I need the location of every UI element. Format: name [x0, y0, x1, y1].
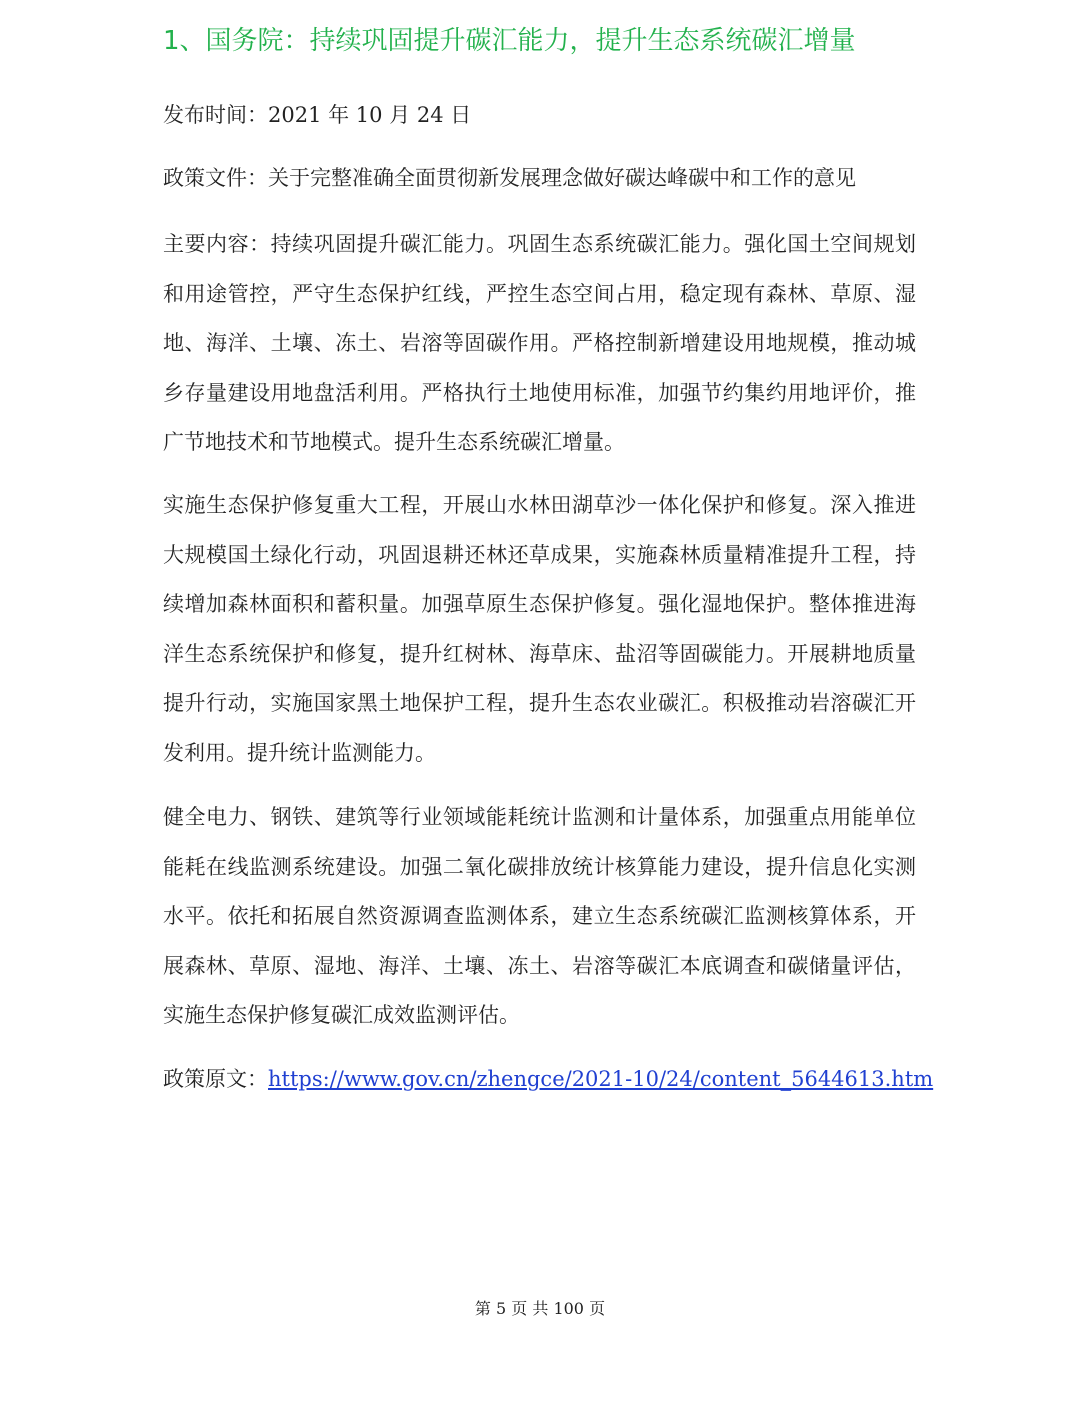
paragraph-statistics-monitoring: 健全电力、钢铁、建筑等行业领域能耗统计监测和计量体系，加强重点用能单位能耗在线监测系统建设。加强二氧化碳排放统计核算能力建设，提升信息化实测水平。依托和拓展自然资源调查监测体系，建立生态系统碳汇监测核算体系，开展森林、草原、湿地、海洋、土壤、冻土、岩溶等碳汇本底调查和碳储量评估，实施生态保护修复碳汇成效监测评估。: [163, 805, 916, 1028]
paragraph-ecological-restoration: 实施生态保护修复重大工程，开展山水林田湖草沙一体化保护和修复。深入推进大规模国土绿化行动，巩固退耕还林还草成果，实施森林质量精准提升工程，持续增加森林面积和蓄积量。加强草原生态保护修复。强化湿地保护。整体推进海洋生态系统保护和修复，提升红树林、海草床、盐沼等固碳能力。开展耕地质量提升行动，实施国家黑土地保护工程，提升生态农业碳汇。积极推动岩溶碳汇开发利用。提升统计监测能力。: [163, 493, 916, 765]
publish-date: 发布时间：2021 年 10 月 24 日: [163, 103, 472, 127]
paragraph-main-content: 主要内容：持续巩固提升碳汇能力。巩固生态系统碳汇能力。强化国土空间规划和用途管控，严守生态保护红线，严控生态空间占用，稳定现有森林、草原、湿地、海洋、土壤、冻土、岩溶等固碳作用。严格控制新增建设用地规模，推动城乡存量建设用地盘活利用。严格执行土地使用标准，加强节约集约用地评价，推广节地技术和节地模式。提升生态系统碳汇增量。: [163, 232, 916, 455]
policy-source: [163, 1064, 934, 1094]
policy-file-name: 政策文件：关于完整准确全面贯彻新发展理念做好碳达峰碳中和工作的意见: [163, 166, 856, 190]
policy-source-label: 政策原文：: [163, 1067, 268, 1091]
section-title: 1、国务院：持续巩固提升碳汇能力，提升生态系统碳汇增量: [163, 26, 856, 56]
policy-source-link[interactable]: https://www.gov.cn/zhengce/2021-10/24/content_5644613.htm: [268, 1067, 934, 1091]
page-footer: 第 5 页 共 100 页: [474, 1299, 606, 1318]
